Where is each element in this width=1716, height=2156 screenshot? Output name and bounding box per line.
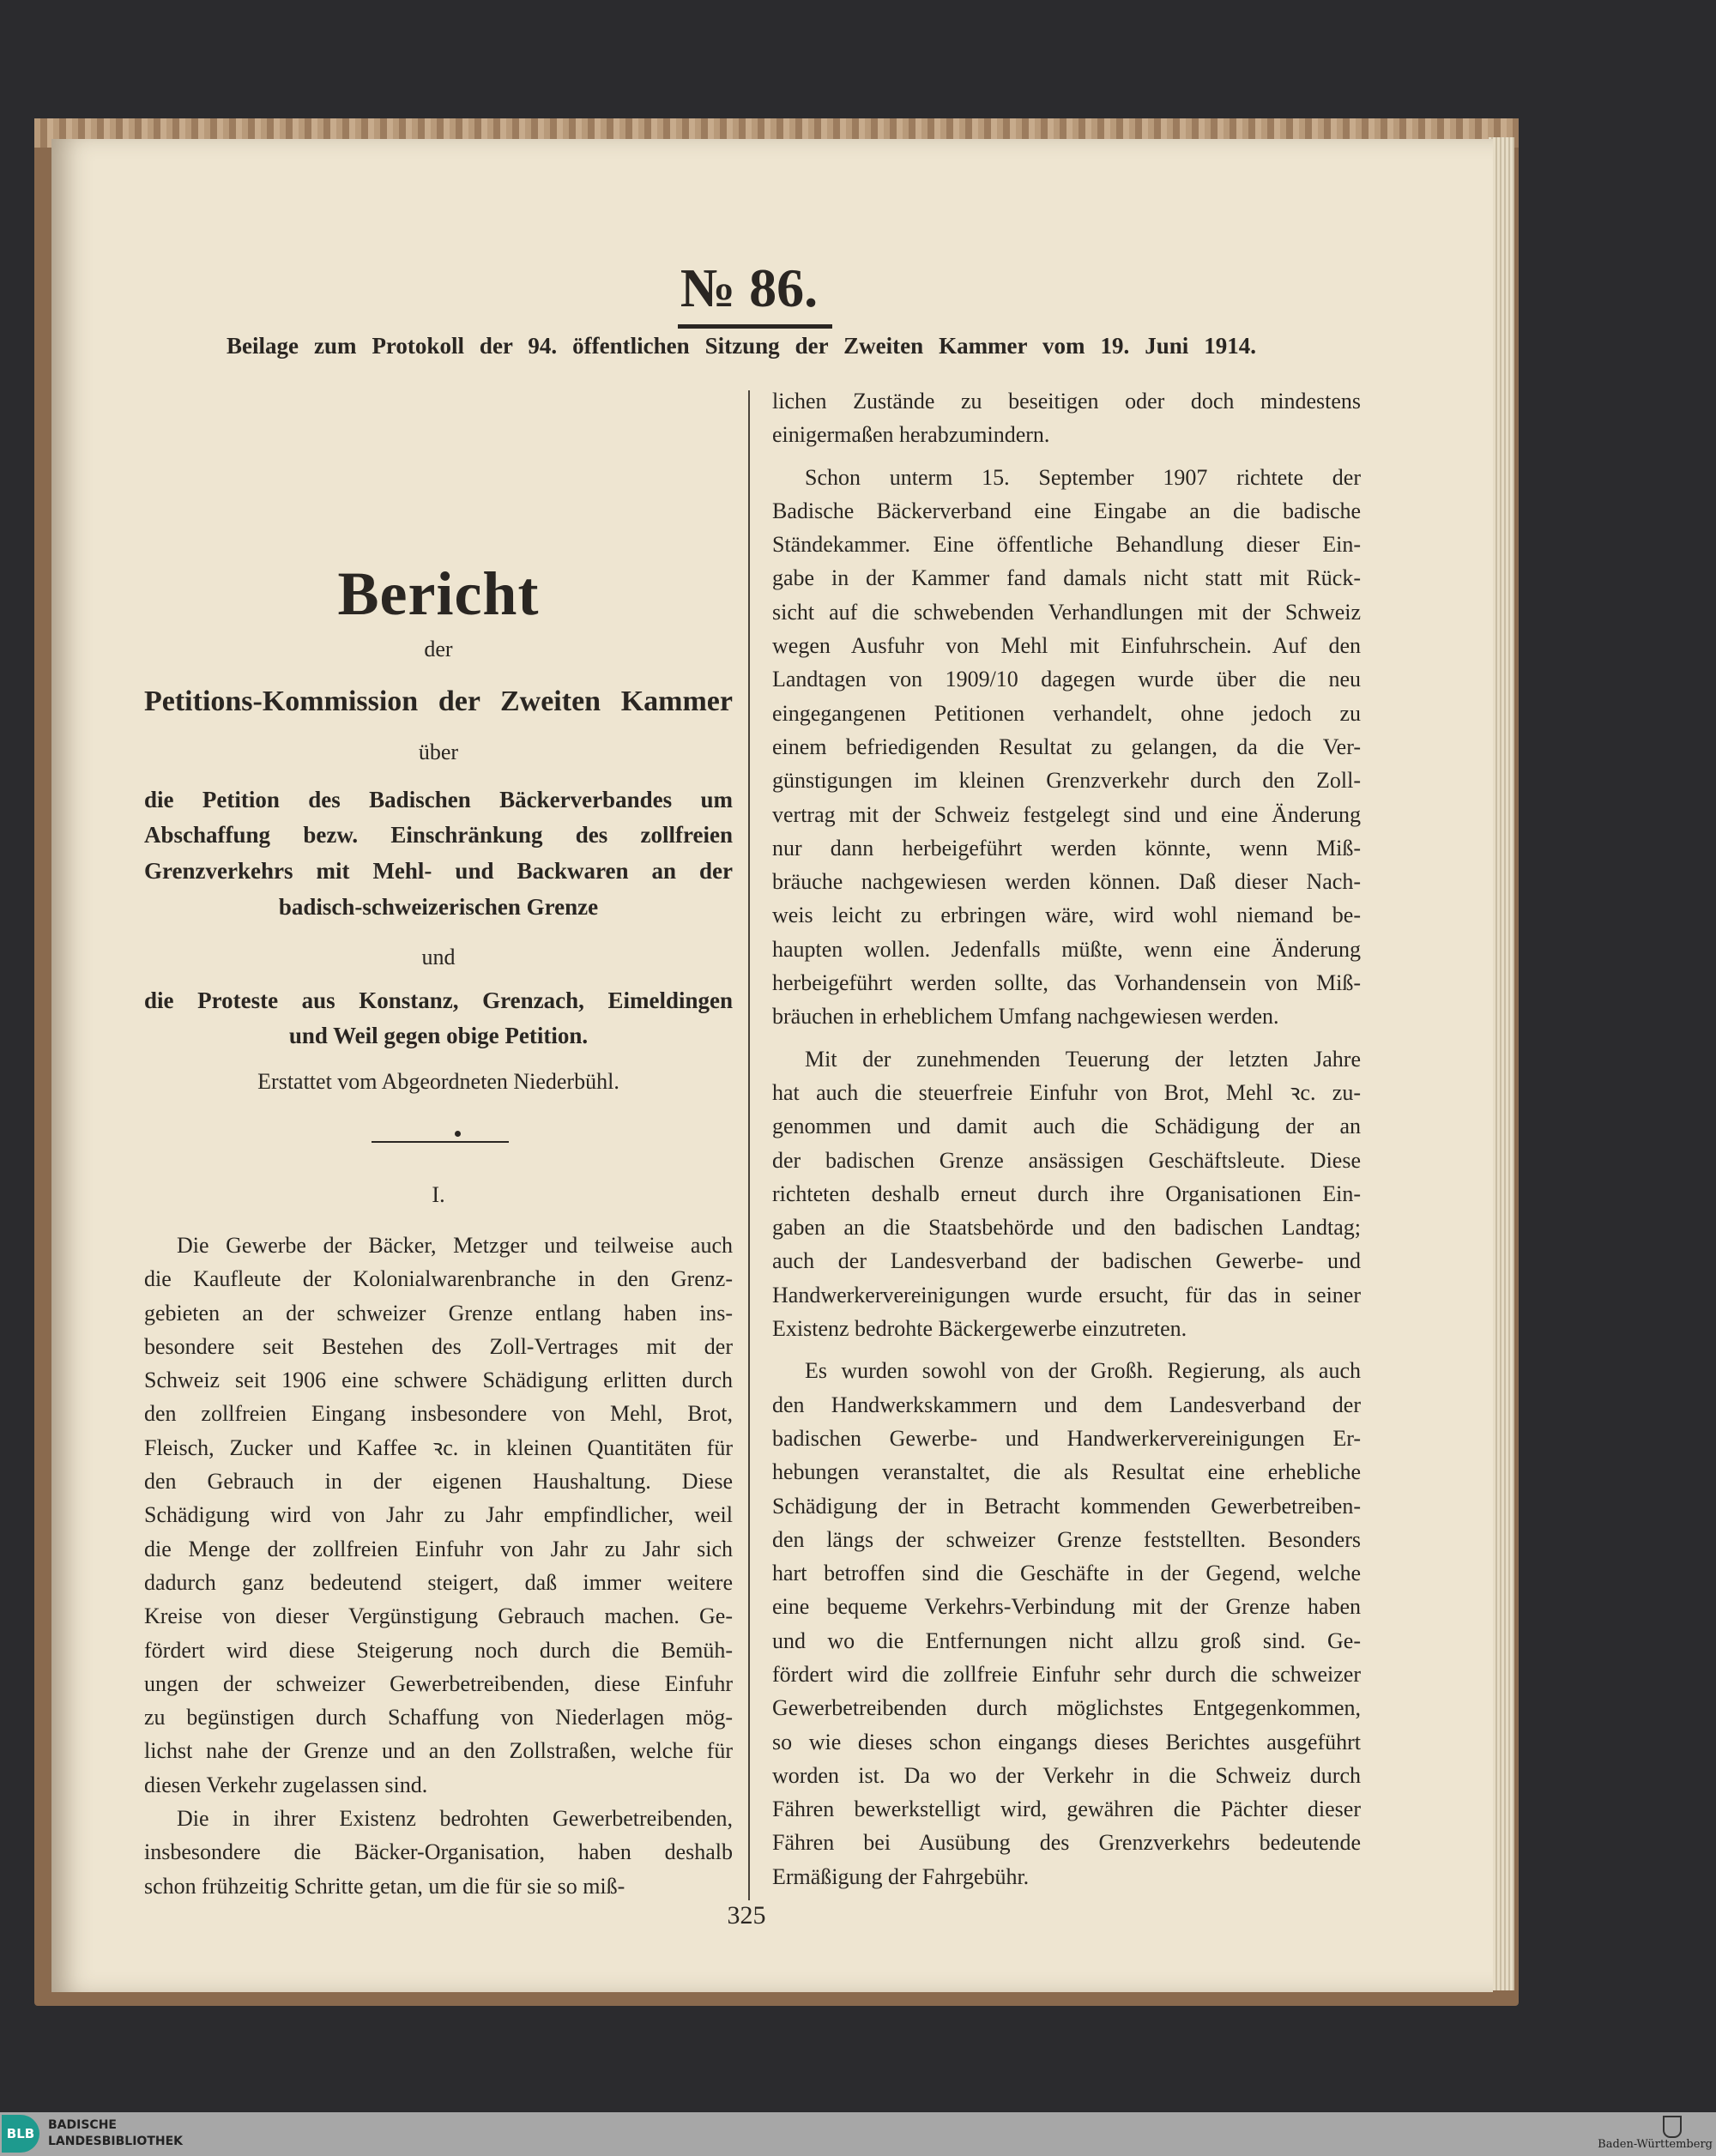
- text-line: Landtagen von 1909/10 dagegen wurde über die neu: [772, 667, 1361, 692]
- text-line: besondere seit Bestehen des Zoll-Vertrages mit der: [144, 1333, 733, 1359]
- text-line: Gewerbetreibenden durch möglichstes Entgegenkommen,: [772, 1695, 1361, 1721]
- text-line: gaben an die Staatsbehörde und den badischen Landtag;: [772, 1215, 1361, 1241]
- text-line: herbeigeführt werden sollte, das Vorhandensein von Miß-: [772, 970, 1361, 996]
- text-line: den Gebrauch in der eigenen Haushaltung. Diese: [144, 1469, 733, 1495]
- library-name[interactable]: [48, 2117, 183, 2150]
- text-line: richteten deshalb erneut durch ihre Organisationen Ein-: [772, 1181, 1361, 1206]
- text-line: Schweiz seit 1906 eine schwere Schädigung erlitten durch: [144, 1368, 733, 1393]
- paragraph: [144, 1229, 733, 1802]
- text-line: den längs der schweizer Grenze feststellten. Besonders: [772, 1526, 1361, 1552]
- text-line: hebungen veranstaltet, die als Resultat eine erhebliche: [772, 1459, 1361, 1485]
- text-line: den Handwerkskammern und dem Landesverband der: [772, 1392, 1361, 1417]
- reporter-line: Erstattet vom Abgeordneten Niederbühl.: [257, 1069, 619, 1094]
- text-line: diesen Verkehr zugelassen sind.: [144, 1772, 428, 1797]
- text-line: insbesondere die Bäcker-Organisation, haben deshalb: [144, 1839, 733, 1865]
- right-column-body: [772, 384, 1361, 1902]
- text-line: der badischen Grenze ansässigen Geschäftsleute. Diese: [772, 1147, 1361, 1173]
- blb-logo[interactable]: BLB: [2, 2115, 39, 2153]
- text-line: bräuche nachgewiesen werden können. Daß dieser Nach-: [772, 869, 1361, 895]
- text-line: und wo die Entfernungen nicht allzu groß sind. Ge-: [772, 1628, 1361, 1653]
- text-line: Existenz bedrohte Bäckergewerbe einzutreten.: [772, 1316, 1187, 1342]
- text-line: Fähren bewerkstelligt wird, gewähren die Pächter dieser: [772, 1797, 1361, 1822]
- text-line: lichst nahe der Grenze und an den Zollstraßen, welche für: [144, 1738, 733, 1764]
- text-line: die Kaufleute der Kolonialwarenbranche in den Grenz-: [144, 1266, 733, 1292]
- subject-line: die Petition des Badischen Bäckerverbandes um: [144, 787, 733, 812]
- text-line: bräuchen in erheblichem Umfang nachgewiesen werden.: [772, 1004, 1279, 1030]
- text-line: weis leicht zu erbringen wäre, wird wohl niemand be-: [772, 903, 1361, 928]
- section-number: I.: [432, 1182, 445, 1207]
- paragraph: [772, 1354, 1361, 1893]
- document-number: № 86.: [680, 257, 819, 318]
- library-line1: BADISCHE: [48, 2118, 117, 2132]
- state-crest-icon: [1663, 2116, 1682, 2138]
- text-line: Die in ihrer Existenz bedrohten Gewerbetreibenden,: [177, 1806, 733, 1832]
- text-line: günstigungen im kleinen Grenzverkehr durch den Zoll-: [772, 768, 1361, 794]
- paragraph: [772, 1042, 1361, 1346]
- number-underline: [678, 324, 832, 329]
- text-line: eingegangenen Petitionen verhandelt, ohne jedoch zu: [772, 700, 1361, 726]
- text-line: Schädigung wird von Jahr zu Jahr empfindlicher, weil: [144, 1502, 733, 1528]
- text-line: worden ist. Da wo der Verkehr in die Schweiz durch: [772, 1762, 1361, 1788]
- report-title: Bericht: [337, 559, 540, 628]
- text-line: Badische Bäckerverband eine Eingabe an die badische: [772, 498, 1361, 523]
- left-column-body: [144, 1229, 733, 1903]
- text-line: Schädigung der in Betracht kommenden Gewerbetreiben-: [772, 1493, 1361, 1519]
- text-line: dadurch ganz bedeutend steigert, daß immer weitere: [144, 1569, 733, 1595]
- text-line: vertrag mit der Schweiz festgelegt sind und eine Änderung: [772, 801, 1361, 827]
- text-line: lichen Zustände zu beseitigen oder doch mindestens: [772, 389, 1361, 414]
- text-line: Handwerkervereinigungen wurde ersucht, für das in seiner: [772, 1282, 1361, 1307]
- text-line: badischen Gewerbe- und Handwerkervereinigungen Er-: [772, 1425, 1361, 1451]
- text-line: Es wurden sowohl von der Großh. Regierung, als auch: [805, 1358, 1361, 1384]
- text-line: Ermäßigung der Fahrgebühr.: [772, 1863, 1030, 1889]
- text-line: zu begünstigen durch Schaffung von Niederlagen mög-: [144, 1705, 733, 1730]
- subject-line: Abschaffung bezw. Einschränkung des zollfreien: [144, 822, 733, 848]
- text-line: ungen der schweizer Gewerbetreibenden, diese Einfuhr: [144, 1670, 733, 1696]
- text-line: Die Gewerbe der Bäcker, Metzger und teilweise auch: [177, 1233, 733, 1258]
- text-line: wegen Ausfuhr von Mehl mit Einfuhrschein. Auf den: [772, 633, 1361, 659]
- paragraph: [772, 384, 1361, 452]
- text-line: hat auch die steuerfreie Einfuhr von Brot, Mehl ꝛc. zu-: [772, 1079, 1361, 1105]
- state-label: Baden-Württemberg: [1598, 2138, 1713, 2151]
- text-line: Fleisch, Zucker und Kaffee ꝛc. in kleinen Quantitäten für: [144, 1434, 733, 1460]
- paragraph: [144, 1802, 733, 1903]
- text-line: gebieten an der schweizer Grenze entlang haben ins-: [144, 1300, 733, 1326]
- text-line: fördert wird diese Steigerung noch durch die Bemüh-: [144, 1637, 733, 1663]
- text-line: fördert wird die zollfreie Einfuhr sehr durch die schweizer: [772, 1661, 1361, 1687]
- text-line: Schon unterm 15. September 1907 richtete der: [805, 464, 1361, 490]
- footer-bar: [0, 2112, 1716, 2156]
- subject-line: badisch-schweizerischen Grenze: [278, 894, 599, 920]
- text-line: haupten wollen. Jedenfalls müßte, wenn eine Änderung: [772, 936, 1361, 962]
- text-line: so wie dieses schon eingangs dieses Berichtes ausgeführt: [772, 1729, 1361, 1754]
- text-line: den zollfreien Eingang insbesondere von Mehl, Brot,: [144, 1401, 733, 1427]
- text-line: Fähren bei Ausübung des Grenzverkehrs bedeutende: [772, 1830, 1361, 1856]
- text-line: einem befriedigenden Resultat zu gelangen, da die Ver-: [772, 734, 1361, 759]
- text-line: die Menge der zollfreien Einfuhr von Jahr zu Jahr sich: [144, 1536, 733, 1561]
- text-line: schon frühzeitig Schritte getan, um die für sie so miß-: [144, 1873, 625, 1899]
- supplement-line: Beilage zum Protokoll der 94. öffentlichen Sitzung der Zweiten Kammer vom 19. Juni 1914.: [227, 333, 1256, 359]
- ueber-text: über: [418, 740, 459, 764]
- text-line: genommen und damit auch die Schädigung der an: [772, 1114, 1361, 1139]
- text-line: eine bequeme Verkehrs-Verbindung mit der Grenze haben: [772, 1594, 1361, 1620]
- protest-line: und Weil gegen obige Petition.: [288, 1023, 589, 1048]
- text-line: sicht auf die schwebenden Verhandlungen mit der Schweiz: [772, 599, 1361, 625]
- text-line: hart betroffen sind die Geschäfte in der Gegend, welche: [772, 1561, 1361, 1586]
- text-line: Kreise von dieser Vergünstigung Gebrauch machen. Ge-: [144, 1603, 733, 1629]
- text-line: einigermaßen herabzumindern.: [772, 422, 1050, 448]
- column-divider: [748, 390, 750, 1900]
- committee-title: Petitions-Kommission der Zweiten Kammer: [144, 685, 733, 717]
- page-number: 325: [727, 1901, 766, 1930]
- und-text: und: [421, 945, 456, 969]
- der-text: der: [424, 637, 453, 661]
- paragraph: [772, 461, 1361, 1034]
- text-line: auch der Landesverband der badischen Gewerbe- und: [772, 1248, 1361, 1274]
- text-line: nur dann herbeigeführt werden könnte, wenn Miß-: [772, 835, 1361, 861]
- subject-line: Grenzverkehrs mit Mehl- und Backwaren an der: [144, 858, 733, 884]
- text-line: Ständekammer. Eine öffentliche Behandlung dieser Ein-: [772, 532, 1361, 558]
- protest-line: die Proteste aus Konstanz, Grenzach, Eimeldingen: [144, 987, 733, 1013]
- ornament-dot: [455, 1131, 461, 1137]
- text-line: gabe in der Kammer fand damals nicht statt mit Rück-: [772, 565, 1361, 591]
- section-rule: [372, 1141, 509, 1143]
- library-line2: LANDESBIBLIOTHEK: [48, 2135, 184, 2148]
- text-line: Mit der zunehmenden Teuerung der letzten Jahre: [805, 1046, 1361, 1072]
